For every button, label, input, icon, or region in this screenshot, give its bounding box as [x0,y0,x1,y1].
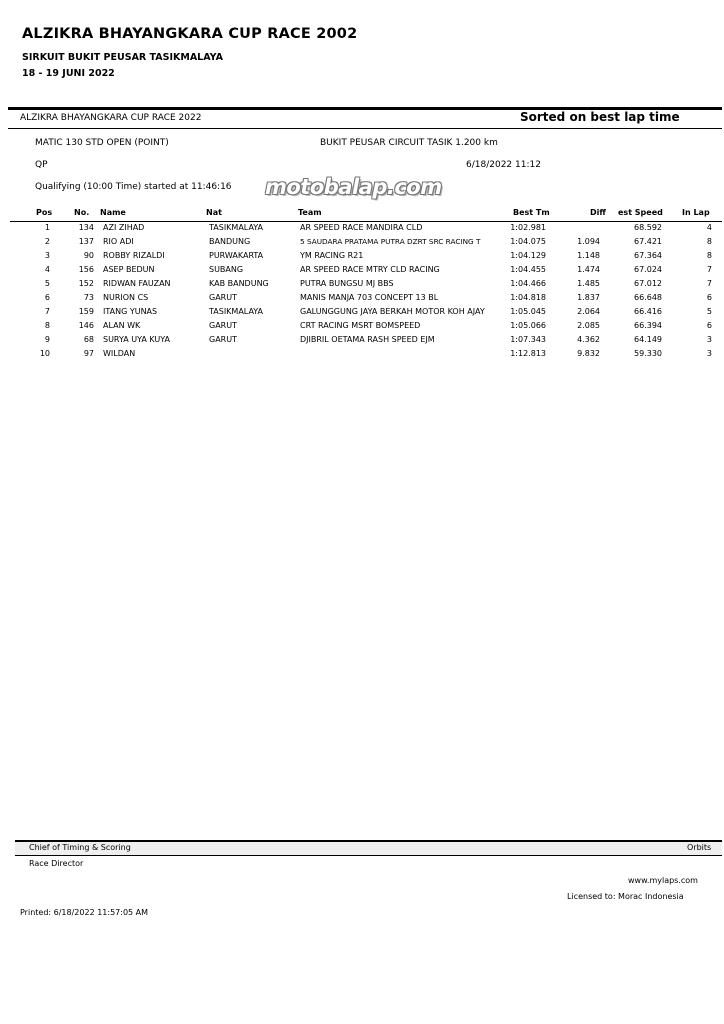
cell-no: 156 [78,265,94,274]
cell-nat: PURWAKARTA [209,251,264,260]
table-row [10,263,722,277]
cell-inlap: 8 [706,251,712,260]
license-info: Licensed to: Morac Indonesia [567,892,684,901]
cell-inlap: 3 [706,349,712,358]
table-row [10,319,722,333]
cell-diff: 1.474 [577,265,600,274]
table-row [10,333,722,347]
cell-speed: 67.012 [634,279,662,288]
cell-diff: 1.485 [577,279,600,288]
cell-nat: KAB BANDUNG [209,279,269,288]
cell-pos: 7 [44,307,50,316]
cell-name: ROBBY RIZALDI [103,251,165,260]
col-name: Name [100,208,126,217]
cell-inlap: 8 [706,237,712,246]
cell-best: 1:04.818 [510,293,546,302]
cell-best: 1:07.343 [510,335,546,344]
table-row [10,347,722,361]
cell-pos: 10 [39,349,50,358]
cell-no: 90 [83,251,94,260]
cell-nat: GARUT [209,321,237,330]
cell-speed: 68.592 [634,223,662,232]
class-name: MATIC 130 STD OPEN (POINT) [35,138,169,148]
cell-no: 68 [83,335,94,344]
cell-best: 1:04.075 [510,237,546,246]
cell-speed: 67.421 [634,237,662,246]
col-team: Team [298,208,322,217]
cell-no: 97 [83,349,94,358]
cell-team: YM RACING R21 [300,251,364,260]
cell-name: ALAN WK [103,321,141,330]
cell-team: AR SPEED RACE MTRY CLD RACING [300,265,440,274]
cell-speed: 66.416 [634,307,662,316]
cell-diff: 1.148 [577,251,600,260]
cell-team: CRT RACING MSRT BOMSPEED [300,321,421,330]
cell-pos: 5 [44,279,50,288]
cell-best: 1:05.045 [510,307,546,316]
col-pos: Pos [36,208,53,217]
cell-pos: 2 [44,237,50,246]
cell-nat: TASIKMALAYA [209,223,264,232]
cell-no: 73 [83,293,94,302]
cell-no: 152 [78,279,94,288]
cell-nat: GARUT [209,335,237,344]
cell-pos: 3 [44,251,50,260]
cell-speed: 66.394 [634,321,662,330]
cell-speed: 59.330 [634,349,662,358]
col-no: No. [74,208,90,217]
cell-inlap: 6 [706,293,712,302]
cell-team: 5 SAUDARA PRATAMA PUTRA DZRT SRC RACING T [300,237,481,246]
session-code: QP [35,160,48,170]
cell-inlap: 3 [706,335,712,344]
cell-diff: 1.837 [577,293,600,302]
cell-no: 159 [78,307,94,316]
cell-name: WILDAN [103,349,136,358]
cell-pos: 6 [44,293,50,302]
cell-best: 1:02.981 [510,223,546,232]
cell-name: NURION CS [103,293,149,302]
cell-inlap: 4 [706,223,712,232]
cell-team: PUTRA BUNGSU MJ BBS [300,279,394,288]
cell-no: 146 [78,321,94,330]
results-table-header [10,205,722,222]
cell-diff: 1.094 [577,237,600,246]
cell-diff: 4.362 [577,335,600,344]
cell-diff: 2.085 [577,321,600,330]
cell-team: DJIBRIL OETAMA RASH SPEED EJM [300,335,435,344]
table-row [10,221,722,235]
session-start: Qualifying (10:00 Time) started at 11:46:16 [35,182,232,192]
cell-speed: 67.364 [634,251,662,260]
cell-diff: 9.832 [577,349,600,358]
cell-name: SURYA UYA KUYA [103,335,171,344]
circuit-info: BUKIT PEUSAR CIRCUIT TASIK 1.200 km [320,138,498,148]
col-speed: est Speed [618,208,663,217]
document-title: ALZIKRA BHAYANGKARA CUP RACE 2002 [22,26,358,42]
event-dates: 18 - 19 JUNI 2022 [22,68,115,79]
cell-name: AZI ZIHAD [103,223,145,232]
cell-speed: 67.024 [634,265,662,274]
cell-team: MANIS MANJA 703 CONCEPT 13 BL [300,293,439,302]
cell-team: GALUNGGUNG JAYA BERKAH MOTOR KOH AJAY [300,307,485,316]
cell-best: 1:05.066 [510,321,546,330]
cell-pos: 4 [44,265,50,274]
website-link[interactable]: www.mylaps.com [628,876,698,885]
cell-speed: 66.648 [634,293,662,302]
table-row [10,291,722,305]
cell-no: 134 [78,223,94,232]
cell-best: 1:04.455 [510,265,546,274]
cell-pos: 9 [44,335,50,344]
watermark-logo: motobalap.com [265,175,442,199]
event-name: ALZIKRA BHAYANGKARA CUP RACE 2022 [20,113,202,123]
table-row [10,235,722,249]
cell-nat: BANDUNG [209,237,251,246]
cell-pos: 8 [44,321,50,330]
circuit-subtitle: SIRKUIT BUKIT PEUSAR TASIKMALAYA [22,52,224,63]
col-diff: Diff [590,208,606,217]
col-best: Best Tm [513,208,550,217]
cell-name: RIDWAN FAUZAN [103,279,171,288]
session-datetime: 6/18/2022 11:12 [466,160,541,170]
table-row [10,277,722,291]
cell-best: 1:04.129 [510,251,546,260]
cell-team: AR SPEED RACE MANDIRA CLD [300,223,423,232]
sort-note: Sorted on best lap time [520,110,680,124]
chief-of-timing: Chief of Timing & Scoring [29,843,131,852]
cell-nat: SUBANG [209,265,244,274]
cell-inlap: 6 [706,321,712,330]
cell-name: ITANG YUNAS [103,307,158,316]
cell-diff: 2.064 [577,307,600,316]
cell-name: ASEP BEDUN [103,265,155,274]
cell-inlap: 7 [706,265,712,274]
race-director: Race Director [29,859,84,868]
printed-timestamp: Printed: 6/18/2022 11:57:05 AM [20,908,149,917]
table-row [10,305,722,319]
table-row [10,249,722,263]
cell-speed: 64.149 [634,335,662,344]
cell-inlap: 7 [706,279,712,288]
cell-nat: TASIKMALAYA [209,307,264,316]
cell-inlap: 5 [706,307,712,316]
cell-no: 137 [78,237,94,246]
cell-pos: 1 [44,223,50,232]
orbits-label: Orbits [687,843,712,852]
cell-best: 1:04.466 [510,279,546,288]
cell-name: RIO ADI [103,237,134,246]
cell-best: 1:12.813 [510,349,546,358]
col-nat: Nat [206,208,222,217]
cell-nat: GARUT [209,293,237,302]
col-inlap: In Lap [682,208,710,217]
